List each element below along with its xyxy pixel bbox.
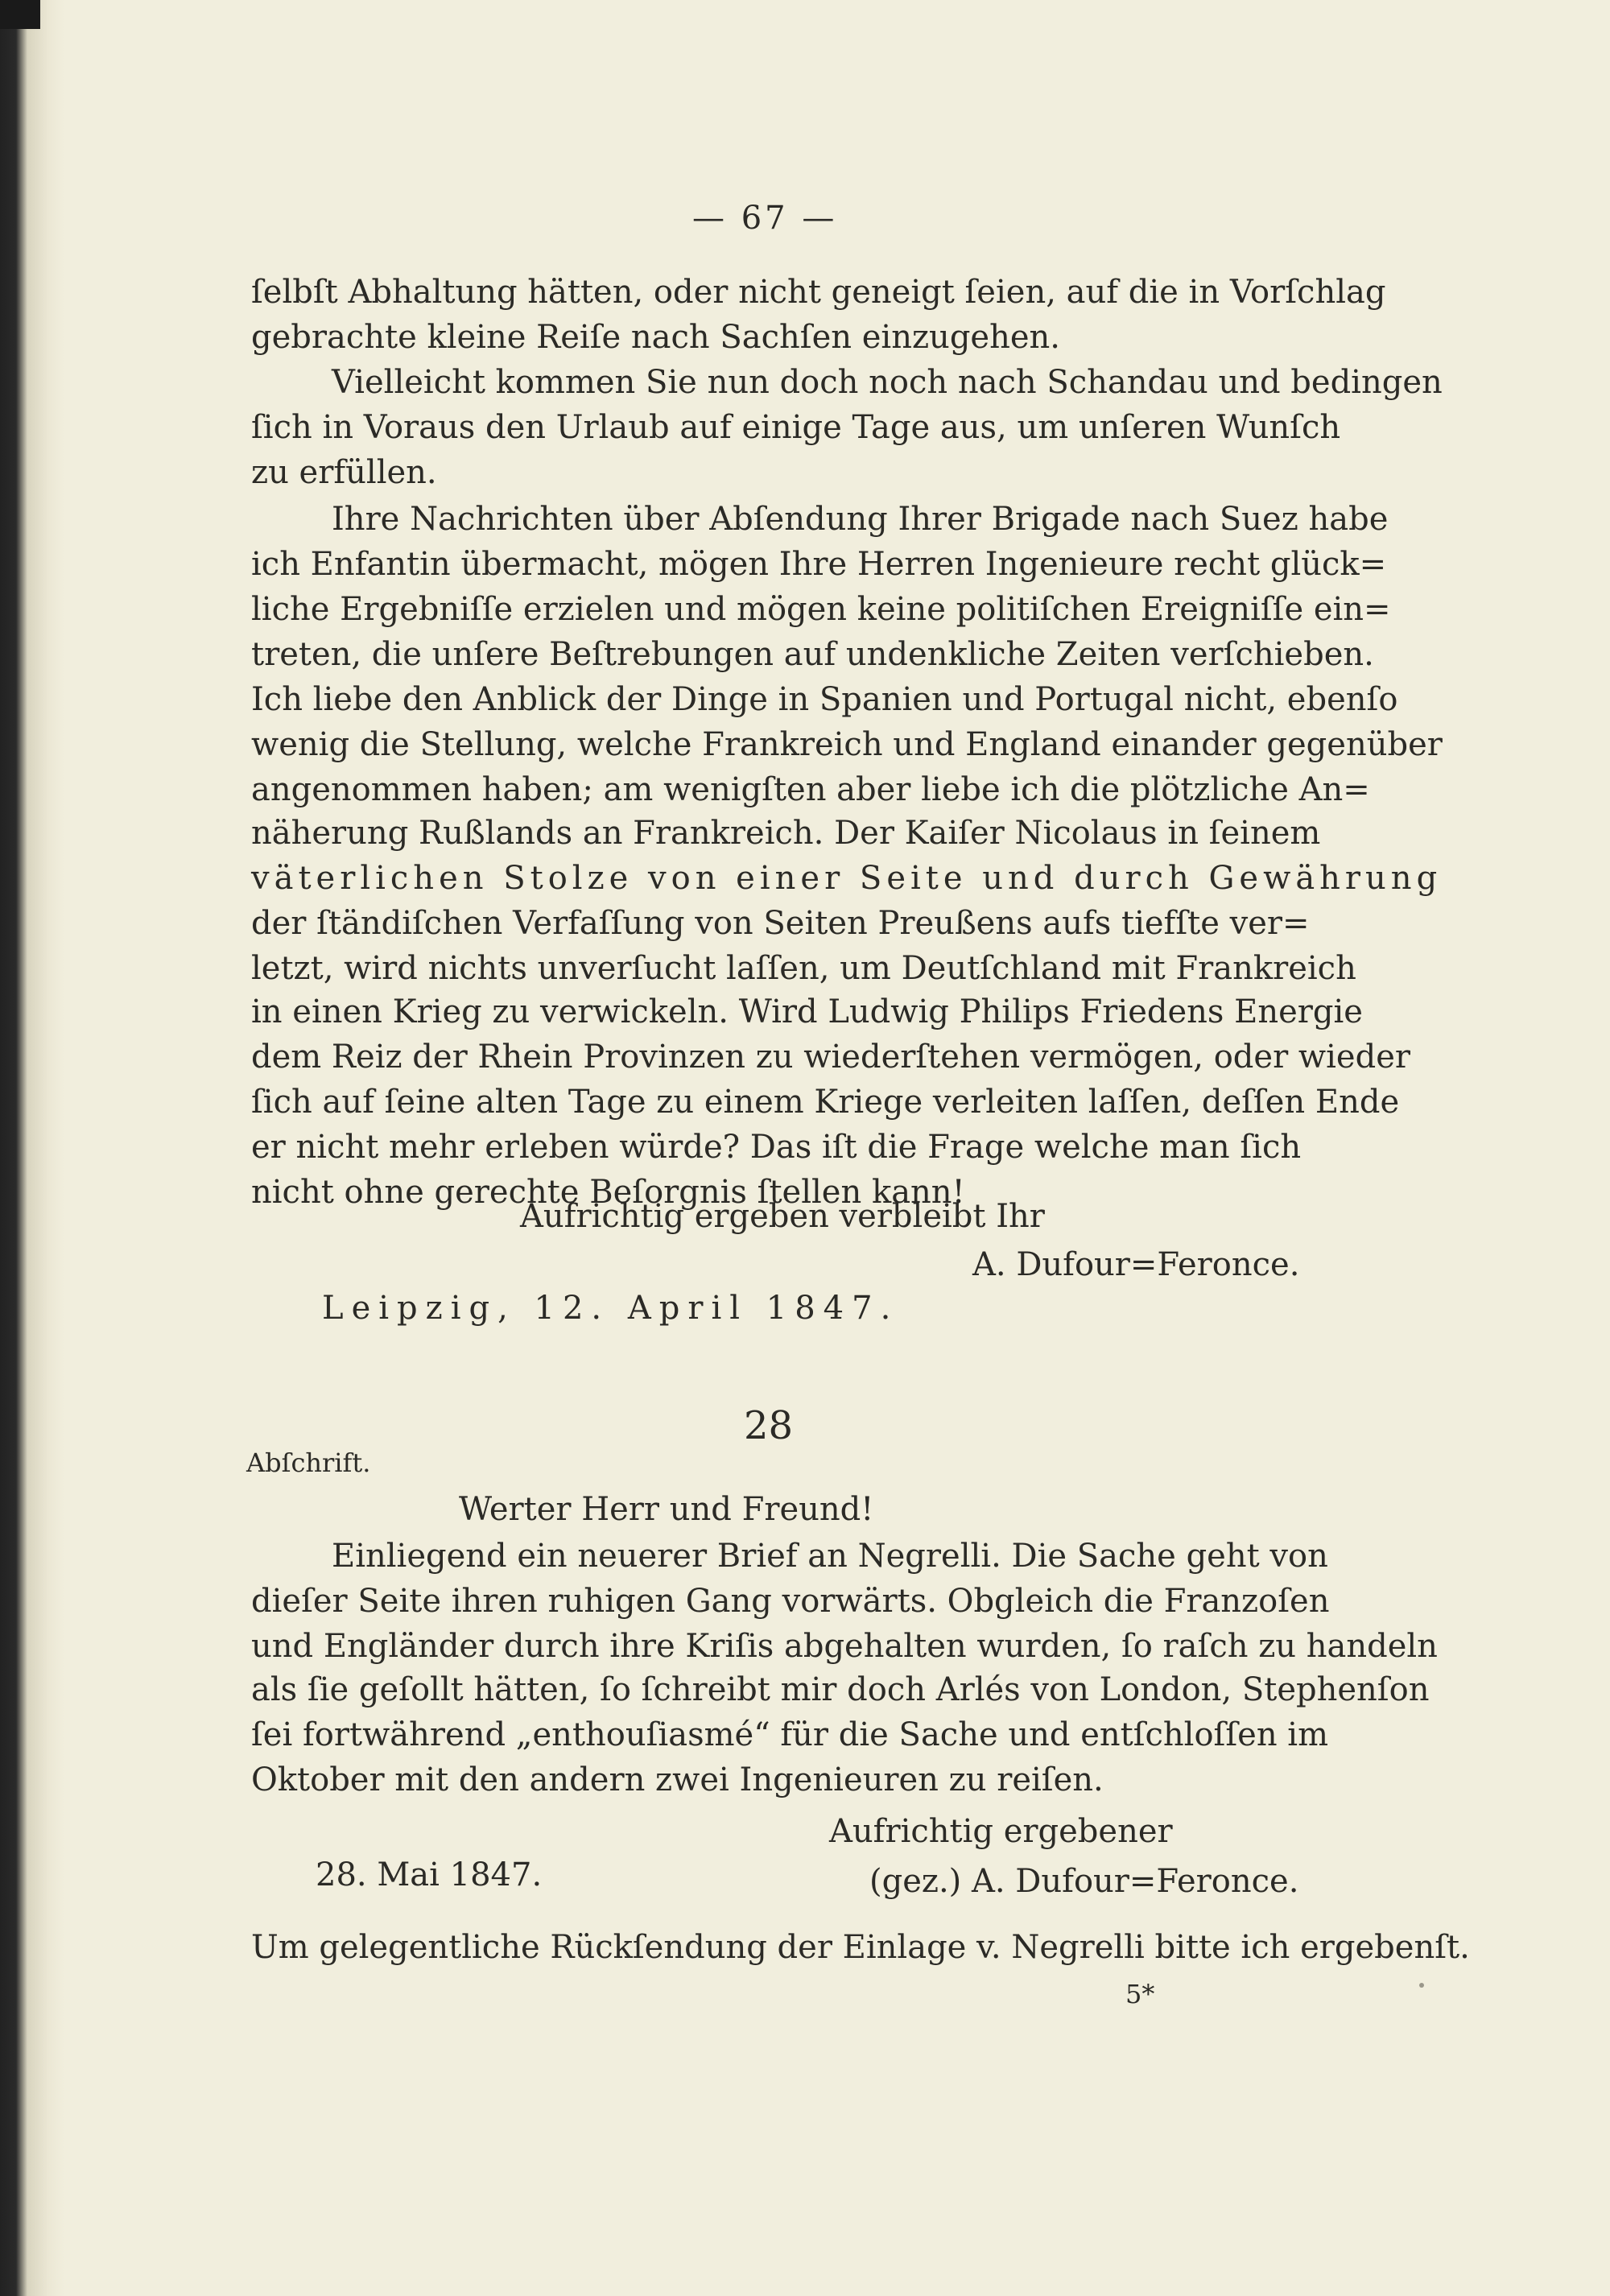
letter27-line: ſelbſt Abhaltung hätten, oder nicht geneigt ſeien, auf die in Vorſchlag: [251, 274, 1386, 311]
postscript: Um gelegentliche Rückſendung der Einlage v. Negrelli bitte ich ergebenſt.: [251, 1929, 1470, 1966]
letter28-line: Oktober mit den andern zwei Ingenieuren zu reiſen.: [251, 1761, 1104, 1798]
letter27-line: treten, die unſere Beſtrebungen auf undenkliche Zeiten verſchieben.: [251, 636, 1374, 673]
letter27-line: in einen Krieg zu verwickeln. Wird Ludwig Philips Friedens Energie: [251, 993, 1363, 1030]
letter28-date: 28. Mai 1847.: [316, 1856, 543, 1893]
letter28-line: und Engländer durch ihre Kriſis abgehalten wurden, ſo raſch zu handeln: [251, 1628, 1438, 1665]
letter27-line: zu erfüllen.: [251, 454, 437, 491]
letter27-line: ſich in Voraus den Urlaub auf einige Tage aus, um unſeren Wunſch: [251, 409, 1341, 446]
paper-speck: [1419, 1983, 1424, 1988]
letter28-closing: Aufrichtig ergebener: [829, 1813, 1173, 1850]
copy-label: Abſchrift.: [246, 1447, 371, 1478]
scan-corner: [0, 0, 40, 29]
letter28-salutation: Werter Herr und Freund!: [459, 1491, 874, 1528]
letter27-line: dem Reiz der Rhein Provinzen zu wiederſtehen vermögen, oder wieder: [251, 1039, 1410, 1076]
letter28-signature: (gez.) A. Dufour=Feronce.: [869, 1863, 1299, 1900]
letter27-date: Leipzig, 12. April 1847.: [322, 1290, 899, 1327]
letter27-line: nicht ohne gerechte Beſorgnis ſtellen kann!: [251, 1174, 965, 1211]
letter27-line: angenommen haben; am wenigſten aber liebe ich die plötzliche An=: [251, 771, 1370, 808]
letter27-line: gebrachte kleine Reiſe nach Sachſen einzugehen.: [251, 319, 1060, 356]
letter-number: 28: [744, 1403, 794, 1448]
signature-mark: 5*: [1125, 1979, 1155, 2009]
letter27-signature: A. Dufour=Feronce.: [972, 1246, 1300, 1283]
letter27-line: Ich liebe den Anblick der Dinge in Spanien und Portugal nicht, ebenſo: [251, 681, 1398, 718]
letter27-line: ich Enfantin übermacht, mögen Ihre Herren Ingenieure recht glück=: [251, 546, 1387, 583]
letter27-line: Vielleicht kommen Sie nun doch noch nach Schandau und bedingen: [332, 364, 1443, 401]
letter27-line: väterlichen Stolze von einer Seite und durch Gewährung: [251, 860, 1443, 897]
letter27-line: näherung Rußlands an Frankreich. Der Kaiſer Nicolaus in ſeinem: [251, 815, 1321, 852]
letter27-line: letzt, wird nichts unverſucht laſſen, um Deutſchland mit Frankreich: [251, 950, 1356, 987]
letter28-line: ſei fortwährend „enthouſiasmé“ für die Sache und entſchloſſen im: [251, 1716, 1329, 1753]
letter28-line: Einliegend ein neuerer Brief an Negrelli. Die Sache geht von: [332, 1538, 1328, 1575]
letter27-line: wenig die Stellung, welche Frankreich und England einander gegenüber: [251, 726, 1443, 763]
letter27-line: Ihre Nachrichten über Abſendung Ihrer Brigade nach Suez habe: [332, 501, 1389, 538]
letter27-line: er nicht mehr erleben würde? Das iſt die Frage welche man ſich: [251, 1129, 1302, 1166]
letter28-line: dieſer Seite ihren ruhigen Gang vorwärts. Obgleich die Franzoſen: [251, 1583, 1330, 1620]
letter27-line: liche Ergebniſſe erzielen und mögen keine politiſchen Ereigniſſe ein=: [251, 591, 1391, 628]
page-binding-edge: [0, 0, 64, 2296]
letter27-line: ſich auf ſeine alten Tage zu einem Kriege verleiten laſſen, deſſen Ende: [251, 1084, 1400, 1121]
letter27-line: der ſtändiſchen Verfaſſung von Seiten Preußens aufs tiefſte ver=: [251, 905, 1310, 942]
letter27-closing: Aufrichtig ergeben verbleibt Ihr: [520, 1198, 1045, 1235]
page-number: — 67 —: [692, 200, 838, 237]
letter28-line: als ſie geſollt hätten, ſo ſchreibt mir doch Arlés von London, Stephenſon: [251, 1671, 1430, 1708]
